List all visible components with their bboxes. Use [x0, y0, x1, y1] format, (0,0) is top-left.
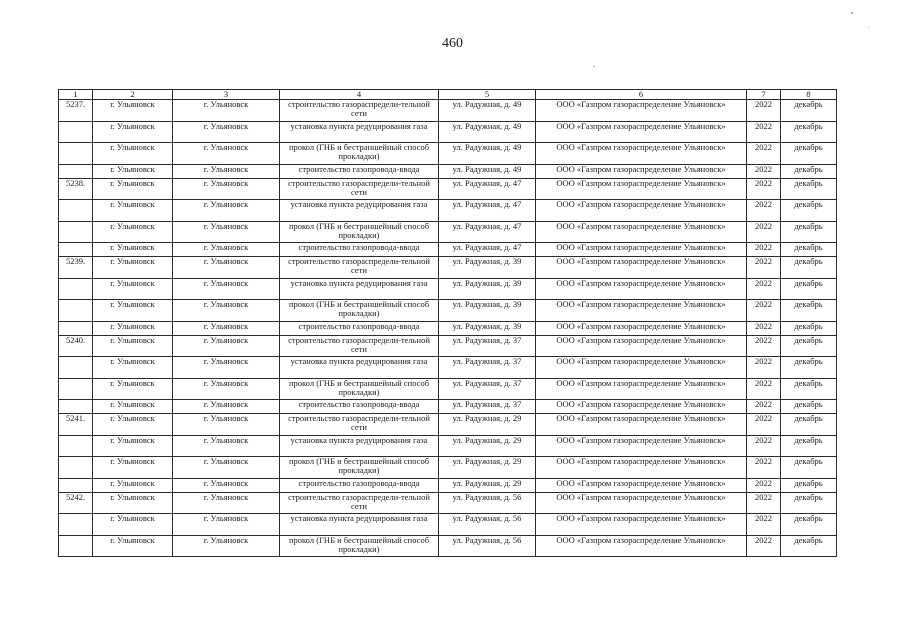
table-row [59, 278, 837, 300]
column-header: 2 [93, 90, 173, 100]
column-header: 6 [536, 90, 747, 100]
table-row [59, 400, 837, 414]
year-cell: 2022 [747, 400, 781, 414]
settlement-cell: г. Ульяновск [173, 335, 280, 357]
work-type-cell: установка пункта редуцирования газа [280, 200, 439, 222]
year-cell: 2022 [747, 514, 781, 536]
month-cell: декабрь [781, 143, 837, 165]
address-cell: ул. Радужная, д. 39 [439, 278, 536, 300]
municipality-cell: г. Ульяновск [93, 535, 173, 557]
month-cell: декабрь [781, 164, 837, 178]
address-cell: ул. Радужная, д. 47 [439, 221, 536, 243]
year-cell: 2022 [747, 178, 781, 200]
municipality-cell: г. Ульяновск [93, 492, 173, 514]
month-cell: декабрь [781, 300, 837, 322]
municipality-cell: г. Ульяновск [93, 100, 173, 122]
settlement-cell: г. Ульяновск [173, 478, 280, 492]
address-cell: ул. Радужная, д. 49 [439, 164, 536, 178]
table-row [59, 378, 837, 400]
table-row [59, 514, 837, 536]
settlement-cell: г. Ульяновск [173, 257, 280, 279]
organization-cell: ООО «Газпром газораспределение Ульяновск» [536, 143, 747, 165]
column-header: 4 [280, 90, 439, 100]
year-cell: 2022 [747, 121, 781, 143]
month-cell: декабрь [781, 400, 837, 414]
row-number-cell [59, 357, 93, 379]
table-row [59, 321, 837, 335]
row-number-cell [59, 221, 93, 243]
work-type-cell: строительство газораспредели-тельной сети [280, 492, 439, 514]
municipality-cell: г. Ульяновск [93, 257, 173, 279]
settlement-cell: г. Ульяновск [173, 492, 280, 514]
organization-cell: ООО «Газпром газораспределение Ульяновск» [536, 278, 747, 300]
month-cell: декабрь [781, 535, 837, 557]
settlement-cell: г. Ульяновск [173, 414, 280, 436]
work-type-cell: прокол (ГНБ и бестраншейный способ прокладки) [280, 378, 439, 400]
municipality-cell: г. Ульяновск [93, 435, 173, 457]
table-row [59, 100, 837, 122]
table-row [59, 492, 837, 514]
settlement-cell: г. Ульяновск [173, 164, 280, 178]
settlement-cell: г. Ульяновск [173, 321, 280, 335]
organization-cell: ООО «Газпром газораспределение Ульяновск» [536, 164, 747, 178]
settlement-cell: г. Ульяновск [173, 221, 280, 243]
row-number-cell [59, 514, 93, 536]
row-number-cell [59, 478, 93, 492]
settlement-cell: г. Ульяновск [173, 535, 280, 557]
row-number-cell [59, 535, 93, 557]
table-row [59, 164, 837, 178]
row-number-cell: 5242. [59, 492, 93, 514]
month-cell: декабрь [781, 357, 837, 379]
municipality-cell: г. Ульяновск [93, 335, 173, 357]
settlement-cell: г. Ульяновск [173, 121, 280, 143]
municipality-cell: г. Ульяновск [93, 178, 173, 200]
organization-cell: ООО «Газпром газораспределение Ульяновск» [536, 335, 747, 357]
municipality-cell: г. Ульяновск [93, 357, 173, 379]
address-cell: ул. Радужная, д. 47 [439, 200, 536, 222]
municipality-cell: г. Ульяновск [93, 164, 173, 178]
year-cell: 2022 [747, 535, 781, 557]
month-cell: декабрь [781, 257, 837, 279]
work-type-cell: строительство газопровода-ввода [280, 321, 439, 335]
scan-speck [851, 12, 853, 14]
work-type-cell: строительство газопровода-ввода [280, 164, 439, 178]
work-type-cell: строительство газораспредели-тельной сети [280, 257, 439, 279]
year-cell: 2022 [747, 414, 781, 436]
row-number-cell [59, 435, 93, 457]
work-type-cell: установка пункта редуцирования газа [280, 435, 439, 457]
municipality-cell: г. Ульяновск [93, 457, 173, 479]
row-number-cell [59, 457, 93, 479]
settlement-cell: г. Ульяновск [173, 357, 280, 379]
table-row [59, 257, 837, 279]
work-type-cell: строительство газопровода-ввода [280, 400, 439, 414]
municipality-cell: г. Ульяновск [93, 143, 173, 165]
address-cell: ул. Радужная, д. 47 [439, 178, 536, 200]
municipality-cell: г. Ульяновск [93, 478, 173, 492]
municipality-cell: г. Ульяновск [93, 378, 173, 400]
organization-cell: ООО «Газпром газораспределение Ульяновск» [536, 321, 747, 335]
row-number-cell: 5237. [59, 100, 93, 122]
table-header [59, 90, 837, 100]
organization-cell: ООО «Газпром газораспределение Ульяновск» [536, 300, 747, 322]
organization-cell: ООО «Газпром газораспределение Ульяновск» [536, 435, 747, 457]
organization-cell: ООО «Газпром газораспределение Ульяновск» [536, 514, 747, 536]
address-cell: ул. Радужная, д. 39 [439, 300, 536, 322]
table-row [59, 300, 837, 322]
table-row [59, 178, 837, 200]
settlement-cell: г. Ульяновск [173, 514, 280, 536]
month-cell: декабрь [781, 278, 837, 300]
address-cell: ул. Радужная, д. 37 [439, 378, 536, 400]
year-cell: 2022 [747, 492, 781, 514]
table-row [59, 414, 837, 436]
year-cell: 2022 [747, 321, 781, 335]
organization-cell: ООО «Газпром газораспределение Ульяновск» [536, 378, 747, 400]
row-number-cell [59, 164, 93, 178]
municipality-cell: г. Ульяновск [93, 414, 173, 436]
settlement-cell: г. Ульяновск [173, 100, 280, 122]
settlement-cell: г. Ульяновск [173, 378, 280, 400]
month-cell: декабрь [781, 321, 837, 335]
address-cell: ул. Радужная, д. 37 [439, 400, 536, 414]
settlement-cell: г. Ульяновск [173, 457, 280, 479]
row-number-cell [59, 200, 93, 222]
work-type-cell: прокол (ГНБ и бестраншейный способ прокладки) [280, 143, 439, 165]
work-type-cell: прокол (ГНБ и бестраншейный способ прокладки) [280, 535, 439, 557]
address-cell: ул. Радужная, д. 39 [439, 321, 536, 335]
year-cell: 2022 [747, 143, 781, 165]
month-cell: декабрь [781, 478, 837, 492]
column-header: 3 [173, 90, 280, 100]
year-cell: 2022 [747, 164, 781, 178]
organization-cell: ООО «Газпром газораспределение Ульяновск» [536, 457, 747, 479]
table-row [59, 200, 837, 222]
row-number-cell: 5239. [59, 257, 93, 279]
address-cell: ул. Радужная, д. 56 [439, 535, 536, 557]
row-number-cell [59, 278, 93, 300]
table-row [59, 478, 837, 492]
address-cell: ул. Радужная, д. 39 [439, 257, 536, 279]
organization-cell: ООО «Газпром газораспределение Ульяновск» [536, 243, 747, 257]
table-row [59, 535, 837, 557]
address-cell: ул. Радужная, д. 37 [439, 335, 536, 357]
month-cell: декабрь [781, 414, 837, 436]
year-cell: 2022 [747, 478, 781, 492]
settlement-cell: г. Ульяновск [173, 435, 280, 457]
month-cell: декабрь [781, 492, 837, 514]
organization-cell: ООО «Газпром газораспределение Ульяновск» [536, 200, 747, 222]
table-row [59, 143, 837, 165]
year-cell: 2022 [747, 221, 781, 243]
work-type-cell: строительство газораспредели-тельной сети [280, 178, 439, 200]
row-number-cell: 5238. [59, 178, 93, 200]
table-row [59, 457, 837, 479]
month-cell: декабрь [781, 221, 837, 243]
year-cell: 2022 [747, 243, 781, 257]
organization-cell: ООО «Газпром газораспределение Ульяновск» [536, 414, 747, 436]
year-cell: 2022 [747, 357, 781, 379]
address-cell: ул. Радужная, д. 37 [439, 357, 536, 379]
address-cell: ул. Радужная, д. 29 [439, 478, 536, 492]
municipality-cell: г. Ульяновск [93, 200, 173, 222]
municipality-cell: г. Ульяновск [93, 300, 173, 322]
address-cell: ул. Радужная, д. 56 [439, 514, 536, 536]
address-cell: ул. Радужная, д. 49 [439, 121, 536, 143]
table-row [59, 121, 837, 143]
month-cell: декабрь [781, 243, 837, 257]
month-cell: декабрь [781, 514, 837, 536]
work-type-cell: строительство газораспредели-тельной сети [280, 335, 439, 357]
page-number: 460 [442, 36, 463, 51]
table-row [59, 243, 837, 257]
table-body [59, 100, 837, 557]
month-cell: декабрь [781, 335, 837, 357]
address-cell: ул. Радужная, д. 49 [439, 100, 536, 122]
work-type-cell: прокол (ГНБ и бестраншейный способ прокладки) [280, 221, 439, 243]
organization-cell: ООО «Газпром газораспределение Ульяновск» [536, 357, 747, 379]
organization-cell: ООО «Газпром газораспределение Ульяновск» [536, 121, 747, 143]
row-number-cell [59, 400, 93, 414]
municipality-cell: г. Ульяновск [93, 121, 173, 143]
year-cell: 2022 [747, 278, 781, 300]
organization-cell: ООО «Газпром газораспределение Ульяновск» [536, 257, 747, 279]
header-row [59, 90, 837, 100]
row-number-cell: 5240. [59, 335, 93, 357]
organization-cell: ООО «Газпром газораспределение Ульяновск» [536, 400, 747, 414]
scan-speck [868, 27, 869, 28]
settlement-cell: г. Ульяновск [173, 143, 280, 165]
settlement-cell: г. Ульяновск [173, 178, 280, 200]
work-type-cell: прокол (ГНБ и бестраншейный способ прокладки) [280, 300, 439, 322]
work-type-cell: строительство газораспредели-тельной сети [280, 100, 439, 122]
work-type-cell: установка пункта редуцирования газа [280, 357, 439, 379]
table-row [59, 357, 837, 379]
year-cell: 2022 [747, 257, 781, 279]
column-header: 5 [439, 90, 536, 100]
municipality-cell: г. Ульяновск [93, 243, 173, 257]
row-number-cell [59, 121, 93, 143]
month-cell: декабрь [781, 200, 837, 222]
month-cell: декабрь [781, 121, 837, 143]
address-cell: ул. Радужная, д. 29 [439, 457, 536, 479]
organization-cell: ООО «Газпром газораспределение Ульяновск» [536, 100, 747, 122]
municipality-cell: г. Ульяновск [93, 400, 173, 414]
work-type-cell: установка пункта редуцирования газа [280, 514, 439, 536]
organization-cell: ООО «Газпром газораспределение Ульяновск» [536, 535, 747, 557]
table-row [59, 221, 837, 243]
settlement-cell: г. Ульяновск [173, 200, 280, 222]
row-number-cell: 5241. [59, 414, 93, 436]
settlement-cell: г. Ульяновск [173, 400, 280, 414]
address-cell: ул. Радужная, д. 29 [439, 435, 536, 457]
municipality-cell: г. Ульяновск [93, 514, 173, 536]
month-cell: декабрь [781, 457, 837, 479]
settlement-cell: г. Ульяновск [173, 300, 280, 322]
address-cell: ул. Радужная, д. 56 [439, 492, 536, 514]
scan-speck [593, 66, 595, 67]
works-table [58, 89, 837, 557]
row-number-cell [59, 378, 93, 400]
municipality-cell: г. Ульяновск [93, 221, 173, 243]
year-cell: 2022 [747, 335, 781, 357]
work-type-cell: прокол (ГНБ и бестраншейный способ прокладки) [280, 457, 439, 479]
table-row [59, 335, 837, 357]
row-number-cell [59, 143, 93, 165]
year-cell: 2022 [747, 100, 781, 122]
municipality-cell: г. Ульяновск [93, 321, 173, 335]
column-header: 7 [747, 90, 781, 100]
month-cell: декабрь [781, 178, 837, 200]
column-header: 1 [59, 90, 93, 100]
year-cell: 2022 [747, 200, 781, 222]
address-cell: ул. Радужная, д. 47 [439, 243, 536, 257]
year-cell: 2022 [747, 457, 781, 479]
work-type-cell: строительство газопровода-ввода [280, 478, 439, 492]
month-cell: декабрь [781, 100, 837, 122]
month-cell: декабрь [781, 378, 837, 400]
work-type-cell: строительство газопровода-ввода [280, 243, 439, 257]
organization-cell: ООО «Газпром газораспределение Ульяновск» [536, 178, 747, 200]
row-number-cell [59, 300, 93, 322]
address-cell: ул. Радужная, д. 49 [439, 143, 536, 165]
work-type-cell: строительство газораспредели-тельной сети [280, 414, 439, 436]
year-cell: 2022 [747, 300, 781, 322]
organization-cell: ООО «Газпром газораспределение Ульяновск» [536, 221, 747, 243]
table-row [59, 435, 837, 457]
column-header: 8 [781, 90, 837, 100]
municipality-cell: г. Ульяновск [93, 278, 173, 300]
work-type-cell: установка пункта редуцирования газа [280, 278, 439, 300]
address-cell: ул. Радужная, д. 29 [439, 414, 536, 436]
year-cell: 2022 [747, 378, 781, 400]
row-number-cell [59, 321, 93, 335]
organization-cell: ООО «Газпром газораспределение Ульяновск» [536, 478, 747, 492]
month-cell: декабрь [781, 435, 837, 457]
row-number-cell [59, 243, 93, 257]
settlement-cell: г. Ульяновск [173, 278, 280, 300]
settlement-cell: г. Ульяновск [173, 243, 280, 257]
organization-cell: ООО «Газпром газораспределение Ульяновск» [536, 492, 747, 514]
work-type-cell: установка пункта редуцирования газа [280, 121, 439, 143]
year-cell: 2022 [747, 435, 781, 457]
